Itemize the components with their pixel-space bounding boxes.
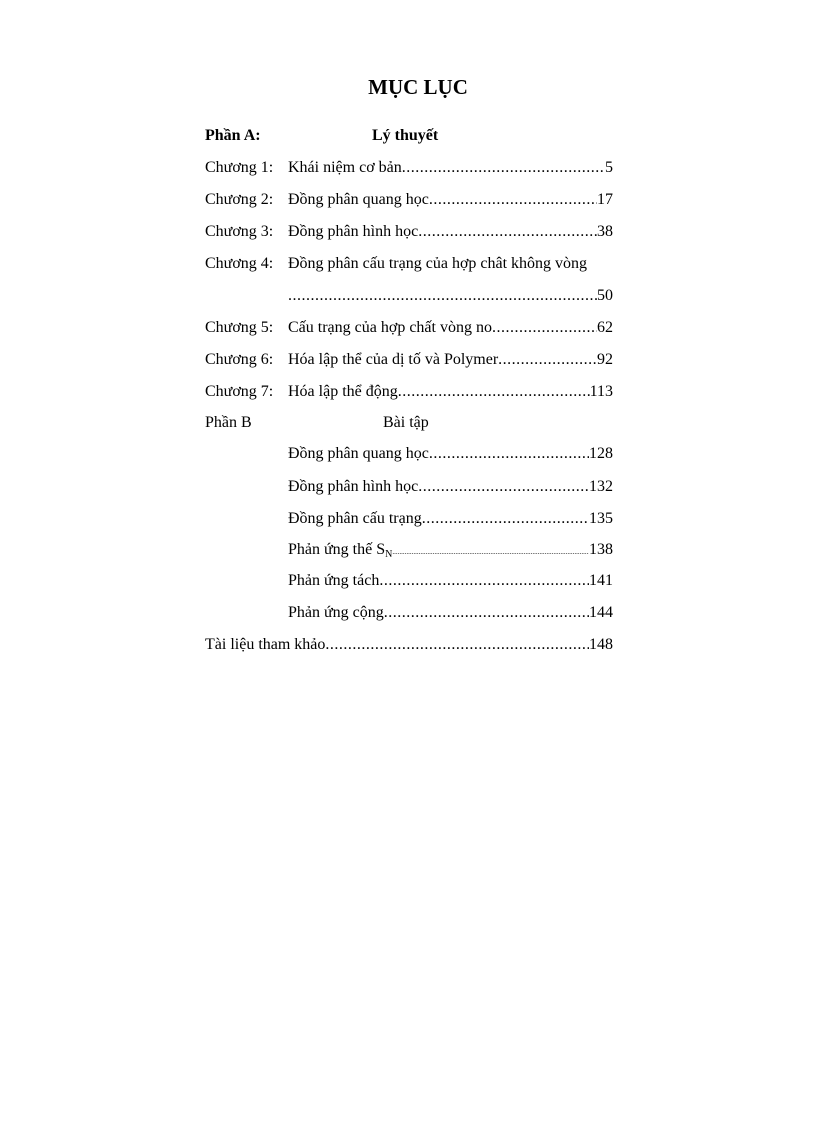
dot-leader <box>288 285 597 307</box>
dot-leader <box>398 381 590 403</box>
toc-entry-references[interactable] <box>0 634 640 656</box>
chapter-entry <box>288 157 613 179</box>
chapter-title: Đồng phân quang học <box>288 191 429 208</box>
part-a-subtitle: Lý thuyết <box>372 127 439 144</box>
chapter-title: Cấu trạng của hợp chất vòng no <box>288 319 492 336</box>
section-title: Đồng phân quang học <box>288 445 429 462</box>
references-entry <box>205 634 613 656</box>
toc-entry-chapter-3[interactable] <box>205 221 625 243</box>
section-title: Đồng phân hình học <box>288 478 419 495</box>
page-number: 138 <box>589 541 613 558</box>
toc-entry-exercise-5[interactable] <box>205 570 625 592</box>
section-title-text: Phản ứng thế S <box>288 541 386 558</box>
page-number: 92 <box>597 351 613 368</box>
toc-entry-chapter-4[interactable] <box>205 253 625 275</box>
section-entry <box>288 570 613 592</box>
dot-leader <box>418 476 589 498</box>
page-title: MỤC LỤC <box>368 75 468 99</box>
dot-leader <box>498 349 597 371</box>
chapter-label: Chương 6: <box>205 351 274 368</box>
part-b-heading <box>205 412 625 434</box>
page-number: 144 <box>589 604 613 621</box>
toc-entry-exercise-3[interactable] <box>205 508 625 530</box>
page-number: 141 <box>589 572 613 589</box>
chapter-label: Chương 1: <box>205 159 274 176</box>
page-number: 128 <box>589 445 613 462</box>
dot-leader <box>392 541 589 563</box>
toc-entry-exercise-1[interactable] <box>205 443 625 465</box>
chapter-entry <box>288 317 613 339</box>
chapter-entry <box>288 349 613 371</box>
dot-leader <box>402 157 605 179</box>
section-entry <box>288 602 613 624</box>
toc-entry-chapter-5[interactable] <box>205 317 625 339</box>
chapter-label: Chương 5: <box>205 319 274 336</box>
chapter-label: Chương 3: <box>205 223 274 240</box>
page-number: 17 <box>597 191 613 208</box>
page-number: 50 <box>597 287 613 304</box>
toc-entry-exercise-2[interactable] <box>205 476 625 498</box>
dot-leader <box>384 602 589 624</box>
section-title: Đồng phân cấu trạng <box>288 510 422 527</box>
dot-leader <box>418 221 597 243</box>
chapter-label: Chương 7: <box>205 383 274 400</box>
page-number: 148 <box>589 636 613 653</box>
page-number: 135 <box>589 510 613 527</box>
toc-entry-exercise-6[interactable] <box>205 602 625 624</box>
page-number: 5 <box>605 159 613 176</box>
section-title: Phản ứng cộng <box>288 604 384 621</box>
toc-entry-chapter-2[interactable] <box>205 189 625 211</box>
chapter-entry <box>288 285 613 307</box>
part-b-subtitle: Bài tập <box>383 414 429 431</box>
page-number: 62 <box>597 319 613 336</box>
section-entry <box>288 476 613 498</box>
dot-leader <box>492 317 597 339</box>
page-number: 113 <box>589 383 613 400</box>
chapter-entry <box>288 381 613 403</box>
chapter-entry <box>288 189 613 211</box>
toc-entry-chapter-6[interactable] <box>205 349 625 371</box>
section-title <box>288 539 392 561</box>
dot-leader <box>325 634 589 656</box>
dot-leader <box>429 189 597 211</box>
chapter-title: Hóa lập thể của dị tố và Polymer <box>288 351 499 368</box>
chapter-title: Khái niệm cơ bản <box>288 159 402 176</box>
chapter-entry <box>288 221 613 243</box>
section-title: Phản ứng tách <box>288 572 380 589</box>
toc-entry-exercise-4[interactable] <box>205 539 625 561</box>
chapter-label: Chương 4: <box>205 255 274 272</box>
chapter-label: Chương 2: <box>205 191 274 208</box>
dot-leader <box>422 508 589 530</box>
toc-entry-chapter-1[interactable] <box>205 157 625 179</box>
part-b-label: Phần B <box>205 414 252 431</box>
page-number: 38 <box>597 223 613 240</box>
dot-leader <box>379 570 589 592</box>
toc-entry-chapter-7[interactable] <box>205 381 625 403</box>
section-entry <box>288 539 613 563</box>
section-entry <box>288 508 613 530</box>
page-number: 132 <box>589 478 613 495</box>
chapter-title: Đồng phân cấu trạng của hợp chât không vòng <box>288 255 588 272</box>
section-entry <box>288 443 613 465</box>
chapter-title: Hóa lập thể động <box>288 383 398 400</box>
subscript-n: N <box>385 549 393 560</box>
part-a-label: Phần A: <box>205 127 261 144</box>
toc-entry-chapter-4-continuation[interactable] <box>205 285 625 307</box>
part-a-heading <box>205 125 625 147</box>
dot-leader <box>429 443 589 465</box>
references-title: Tài liệu tham khảo <box>205 636 326 653</box>
chapter-title: Đồng phân hình học <box>288 223 419 240</box>
